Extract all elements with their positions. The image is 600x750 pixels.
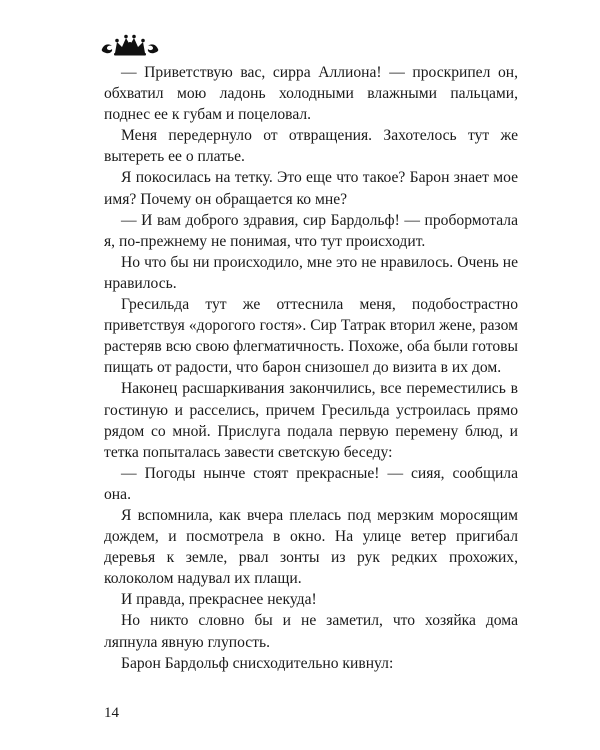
crown-ornament-icon (100, 33, 160, 57)
paragraph: Гресильда тут же оттеснила меня, подобострастно приветствуя «дорогого гостя». Сир Татрак вторил жене, разом растеряв всю свою флегматичность. Похоже, оба были готовы пищать от радости, что барон снизошел до визита в их дом. (104, 296, 518, 377)
paragraph: Но что бы ни происходило, мне это не нравилось. Очень не нравилось. (104, 253, 518, 292)
paragraph: Наконец расшаркивания закончились, все переместились в гостиную и расселись, причем Гресильда устроилась прямо рядом со мной. Прислуга подала первую перемену блюд, и тетка попыталась завести светскую беседу: (104, 380, 518, 461)
paragraph: — Погоды нынче стоят прекрасные! — сияя, сообщила она. (104, 464, 518, 503)
paragraph: Я вспомнила, как вчера плелась под мерзким моросящим дождем, и посмотрела в окно. На улице ветер пригибал деревья к земле, рвал зонты из рук редких прохожих, колоколом надувал их плащи. (104, 506, 518, 588)
paragraph: — И вам доброго здравия, сир Бардольф! — пробормотала я, по-прежнему не понимая, что тут происходит. (104, 211, 518, 250)
paragraph: Барон Бардольф снисходительно кивнул: (121, 654, 394, 672)
paragraph: — Приветствую вас, сирра Аллиона! — проскрипел он, обхватил мою ладонь холодными влажными пальцами, поднес ее к губам и поцеловал. (104, 64, 518, 124)
paragraph: Но никто словно бы и не заметил, что хозяйка дома ляпнула явную глупость. (104, 612, 518, 651)
paragraph: Я покосилась на тетку. Это еще что такое? Барон знает мое имя? Почему он обращается ко мне? (104, 169, 518, 208)
paragraph: Меня передернуло от отвращения. Захотелось тут же вытереть ее о платье. (104, 127, 518, 166)
body-text (104, 62, 518, 674)
page-number: 14 (104, 705, 119, 721)
paragraph: И правда, прекраснее некуда! (121, 591, 317, 609)
